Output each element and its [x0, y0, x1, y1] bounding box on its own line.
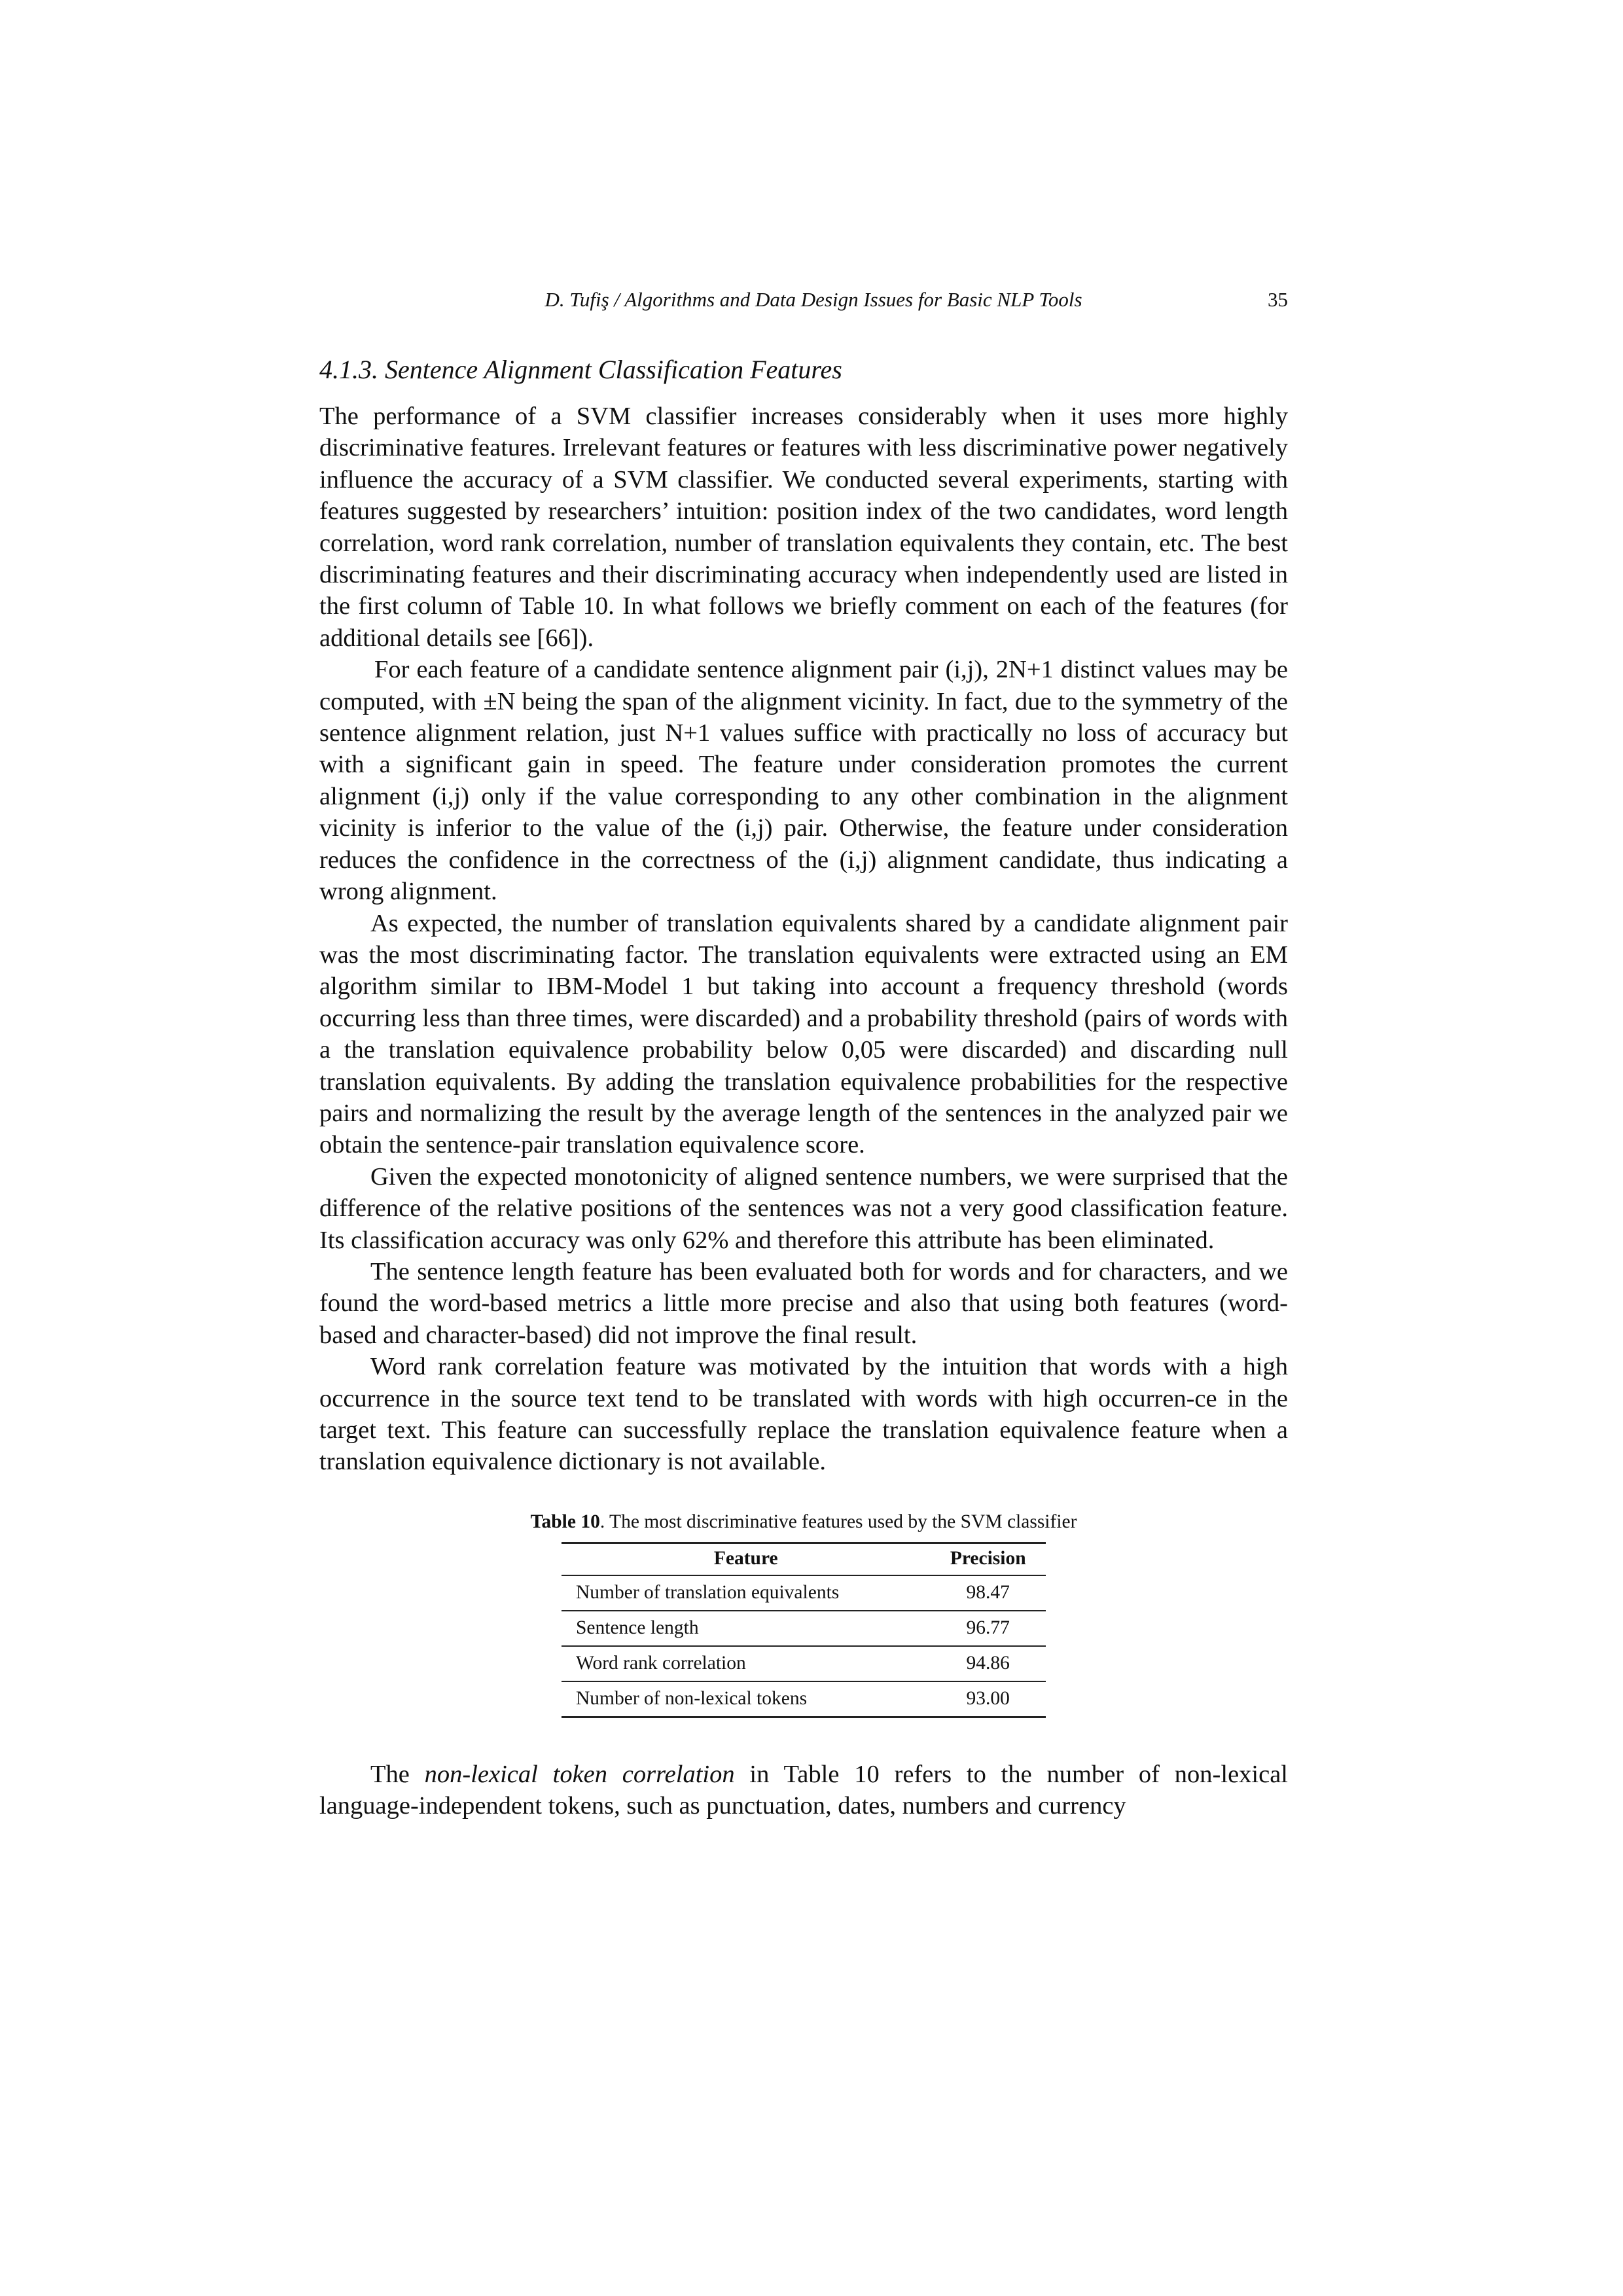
page [319, 288, 1288, 1822]
paragraph-feature-values: For each feature of a candidate sentence alignment pair (i,j), 2N+1 distinct values may be computed, with ±N being the span of the alignment vicinity. In fact, due to the symmetry of the sentence alignment relation, just N+1 values suffice with practically no loss of accuracy but with a significant gain in speed. The feature under consideration promotes the current alignment (i,j) only if the value corresponding to any other combination in the alignment vicinity is inferior to the value of the (i,j) pair. Otherwise, the feature under consideration reduces the confidence in the correctness of the (i,j) alignment candidate, thus indicating a wrong alignment. [319, 656, 1288, 906]
table-caption [319, 1509, 1288, 1534]
table-cell-precision: 94.86 [930, 1646, 1046, 1681]
paragraph-non-lexical [319, 1759, 1288, 1822]
table-cell-feature: Word rank correlation [562, 1646, 930, 1681]
table-cell-precision: 98.47 [930, 1575, 1046, 1611]
table-header-feature: Feature [562, 1543, 930, 1575]
table-row [562, 1611, 1046, 1646]
table-cell-precision: 93.00 [930, 1681, 1046, 1717]
paragraph-relative-positions: Given the expected monotonicity of aligned sentence numbers, we were surprised that the difference of the relative positions of the sentences was not a very good classification feature. Its classification accuracy was only 62% and therefore this attribute has been eliminated. [319, 1162, 1288, 1254]
table-header-row [562, 1543, 1046, 1575]
table-caption-text: . The most discriminative features used by the SVM classifier [599, 1511, 1077, 1532]
closing-text-after: in Table 10 refers to the number of non-lexical language-independent tokens, such as punctuation, dates, numbers and currency [319, 1760, 1288, 1820]
closing-text-italic: non-lexical token correlation [424, 1760, 735, 1788]
table-caption-label: Table 10 [530, 1511, 600, 1532]
running-head [319, 288, 1288, 325]
closing-text-before: The [370, 1760, 425, 1788]
paragraph-word-rank: Word rank correlation feature was motivated by the intuition that words with a high occurrence in the source text tend to be translated with words with high occurren-ce in the target text. This feature can successfully replace the translation equivalence feature when a translation equivalence dictionary is not available. [319, 1353, 1288, 1476]
page-number: 35 [1268, 288, 1288, 311]
paragraph-sentence-length: The sentence length feature has been evaluated both for words and for characters, and we found the word-based metrics a little more precise and also that using both features (word-based and character-based) did not improve the final result. [319, 1257, 1288, 1349]
table-row [562, 1681, 1046, 1717]
table-header-precision: Precision [930, 1543, 1046, 1575]
features-table [562, 1542, 1046, 1718]
section-heading: 4.1.3. Sentence Alignment Classification Features [319, 355, 842, 384]
paragraph-intro: The performance of a SVM classifier increases considerably when it uses more highly discriminative features. Irrelevant features or features with less discriminative power negatively influence the accuracy of a SVM classifier. We conducted several experiments, starting with features suggested by researchers’ intuition: position index of the two candidates, word length correlation, word rank correlation, number of translation equivalents they contain, etc. The best discriminating features and their discriminating accuracy when independently used are listed in the first column of Table 10. In what follows we briefly comment on each of the features (for additional details see [66]). [319, 403, 1288, 652]
paragraph-translation-equivalents: As expected, the number of translation equivalents shared by a candidate alignment pair was the most discriminating factor. The translation equivalents were extracted using an EM algorithm similar to IBM-Model 1 but taking into account a frequency threshold (words occurring less than three times, were discarded) and a probability threshold (pairs of words with a the translation equivalence probability below 0,05 were discarded) and discarding null translation equivalents. By adding the translation equivalence probabilities for the respective pairs and normalizing the result by the average length of the sentences in the analyzed pair we obtain the sentence-pair translation equivalence score. [319, 909, 1288, 1159]
table-cell-feature: Number of translation equivalents [562, 1575, 930, 1611]
table-row [562, 1575, 1046, 1611]
table-cell-feature: Number of non-lexical tokens [562, 1681, 930, 1717]
table-row [562, 1646, 1046, 1681]
running-head-title: D. Tufiş / Algorithms and Data Design Issues for Basic NLP Tools [544, 288, 1082, 311]
table-cell-precision: 96.77 [930, 1611, 1046, 1646]
table-cell-feature: Sentence length [562, 1611, 930, 1646]
